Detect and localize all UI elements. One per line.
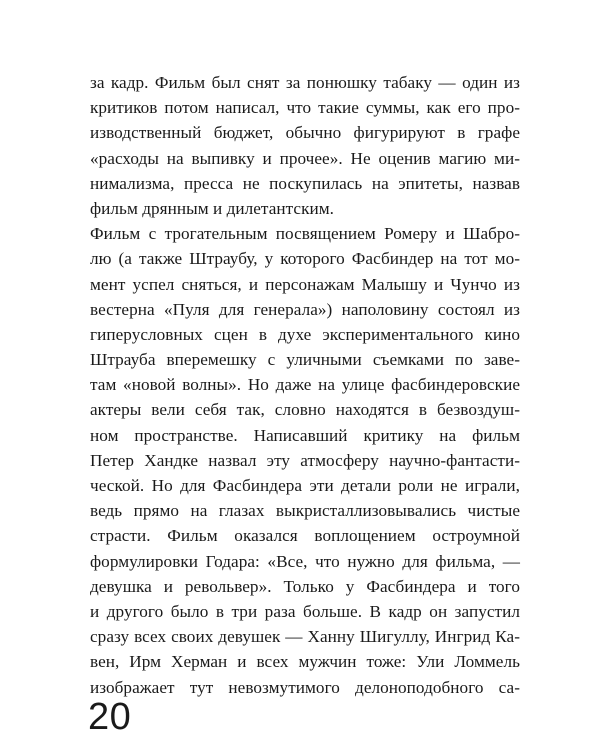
text-line: Петер Хандке назвал эту атмосферу научно-фантасти-: [90, 450, 520, 470]
text-line: мент успел сняться, и персонажам Малышу и Чунчо из: [90, 274, 520, 294]
text-line: формулировки Годара: «Все, что нужно для фильма, —: [90, 551, 520, 571]
text-line: ном пространстве. Написавший критику на фильм: [90, 425, 520, 445]
text-line: девушка и револьвер». Только у Фасбиндера и того: [90, 576, 520, 596]
text-line: изводственный бюджет, обычно фигурируют в графе: [90, 123, 520, 143]
text-line: там «новой волны». Но даже на улице фасбиндеровские: [90, 375, 520, 395]
text-line: Штрауба вперемешку с уличными съемками по заве-: [90, 350, 520, 370]
text-line: и другого было в три раза больше. В кадр он запустил: [90, 601, 520, 621]
text-line: ведь прямо на глазах выкристаллизовывались чистые: [90, 501, 520, 521]
text-line: вен, Ирм Херман и всех мужчин тоже: Ули Ломмель: [90, 652, 520, 672]
text-line: нимализма, пресса не поскупилась на эпитеты, назвав: [90, 173, 520, 193]
text-line: Фильм с трогательным посвящением Ромеру и Шабро-: [90, 224, 520, 244]
text-line: гиперусловных сцен в духе экспериментального кино: [90, 324, 520, 344]
text-line: изображает тут невозмутимого делоноподобного са-: [90, 677, 520, 697]
text-line: актеры вели себя так, словно находятся в безвоздуш-: [90, 400, 520, 420]
text-line: критиков потом написал, что такие суммы, как его про-: [90, 98, 520, 118]
text-line: «расходы на выпивку и прочее». Не оценив магию ми-: [90, 148, 520, 168]
text-line: страсти. Фильм оказался воплощением остроумной: [90, 526, 520, 546]
text-line: за кадр. Фильм был снят за понюшку табаку — один из: [90, 73, 520, 92]
text-line: лю (а также Штраубу, у которого Фасбиндер на тот мо-: [90, 249, 520, 269]
page-number: 20: [88, 696, 132, 738]
text-line: фильм дрянным и дилетантским.: [90, 198, 334, 218]
text-line: вестерна «Пуля для генерала») наполовину состоял из: [90, 299, 520, 319]
body-text: [90, 70, 520, 700]
text-line: сразу всех своих девушек — Ханну Шигуллу, Ингрид Ка-: [90, 627, 520, 647]
text-line: ческой. Но для Фасбиндера эти детали роли не играли,: [90, 476, 520, 495]
